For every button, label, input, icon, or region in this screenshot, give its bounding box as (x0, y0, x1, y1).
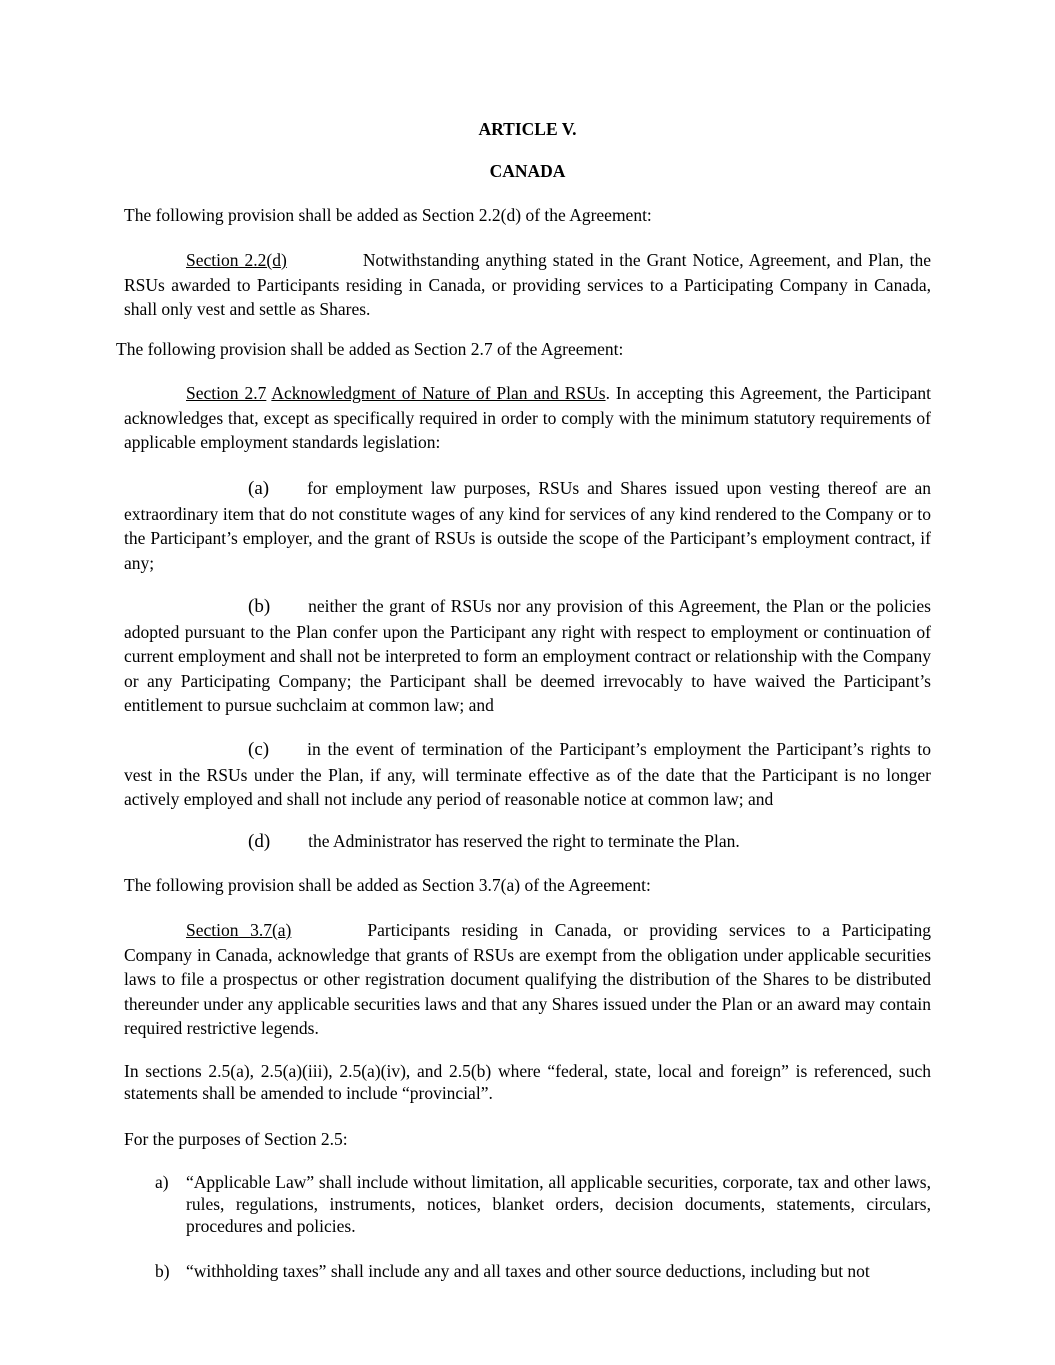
section-2-2d-paragraph (124, 248, 931, 322)
definition-b-marker: b) (155, 1261, 170, 1281)
item-b-marker: (b) (248, 596, 271, 617)
definition-a-text: “Applicable Law” shall include without limitation, all applicable securities, corporate, tax and other laws, rules, regulations, instruments, notices, blanket orders, decision documents, statements, circulars, procedures and policies. (186, 1172, 931, 1236)
section-2-7-text: . In accepting this Agreement, the Participant acknowledges that, except as specifically required in order to comply with the minimum statutory requirements of applicable employment standards legislation: (124, 383, 931, 452)
section-3-7a-text: Participants residing in Canada, or providing services to a Participating Company in Canada, acknowledge that grants of RSUs are exempt from the obligation under applicable securities laws to file a prospectus or other registration document qualifying the distribution of the Shares to be distributed thereunder under any applicable securities laws and that any Shares issued under the Plan or an award may contain required restrictive legends. (124, 920, 931, 1038)
section-2-7-paragraph (124, 381, 931, 455)
section-3-7a-paragraph (124, 918, 931, 1041)
item-d-paragraph (124, 829, 931, 855)
section-2-7-label: Section 2.7 (186, 383, 267, 403)
item-d-marker: (d) (248, 831, 271, 852)
item-a-text: for employment law purposes, RSUs and Shares issued upon vesting thereof are an extraordinary item that do not constitute wages of any kind for services of any kind rendered to the Company or to the Participant’s employer, and the grant of RSUs is outside the scope of the Participant’s employment contract, if any; (124, 478, 931, 573)
item-a-marker: (a) (248, 478, 270, 499)
definition-b (155, 1260, 931, 1282)
section-3-7a-label: Section 3.7(a) (186, 920, 292, 940)
item-d-text: the Administrator has reserved the right to terminate the Plan. (308, 831, 740, 851)
country-heading: CANADA (489, 161, 566, 181)
section-2-2d-label: Section 2.2(d) (186, 250, 287, 270)
intro-section-2-7: The following provision shall be added as Section 2.7 of the Agreement: (116, 339, 624, 359)
item-a-paragraph (124, 476, 931, 575)
definition-a-marker: a) (155, 1172, 169, 1192)
item-c-paragraph (124, 737, 931, 812)
item-b-paragraph (124, 594, 931, 718)
article-heading: ARTICLE V. (478, 119, 577, 139)
definition-b-text: “withholding taxes” shall include any and all taxes and other source deductions, including but not (186, 1261, 870, 1281)
section-2-2d-text: Notwithstanding anything stated in the Grant Notice, Agreement, and Plan, the RSUs awarded to Participants residing in Canada, or providing services to a Participating Company in Canada, shall only vest and settle as Shares. (124, 250, 931, 319)
definition-a (155, 1171, 931, 1237)
item-c-text: in the event of termination of the Participant’s employment the Participant’s rights to vest in the RSUs under the Plan, if any, will terminate effective as of the date that the Participant is no longer actively employed and shall not include any period of reasonable notice at common law; and (124, 739, 931, 809)
sections-amendment-paragraph: In sections 2.5(a), 2.5(a)(iii), 2.5(a)(iv), and 2.5(b) where “federal, state, local and foreign” is referenced, such statements shall be amended to include “provincial”. (124, 1061, 931, 1103)
purposes-intro: For the purposes of Section 2.5: (124, 1129, 348, 1149)
item-b-text: neither the grant of RSUs nor any provision of this Agreement, the Plan or the policies adopted pursuant to the Plan confer upon the Participant any right with respect to employment or continuation of current employment and shall not be interpreted to form an employment contract or relationship with the Company or any Participating Company; the Participant shall be deemed irrevocably to have waived the Participant’s entitlement to pursue suchclaim at common law; and (124, 596, 931, 715)
item-c-marker: (c) (248, 739, 270, 760)
section-2-7-title: Acknowledgment of Nature of Plan and RSUs (271, 383, 606, 403)
intro-section-2-2d: The following provision shall be added as Section 2.2(d) of the Agreement: (124, 205, 652, 225)
intro-section-3-7a: The following provision shall be added as Section 3.7(a) of the Agreement: (124, 875, 651, 895)
